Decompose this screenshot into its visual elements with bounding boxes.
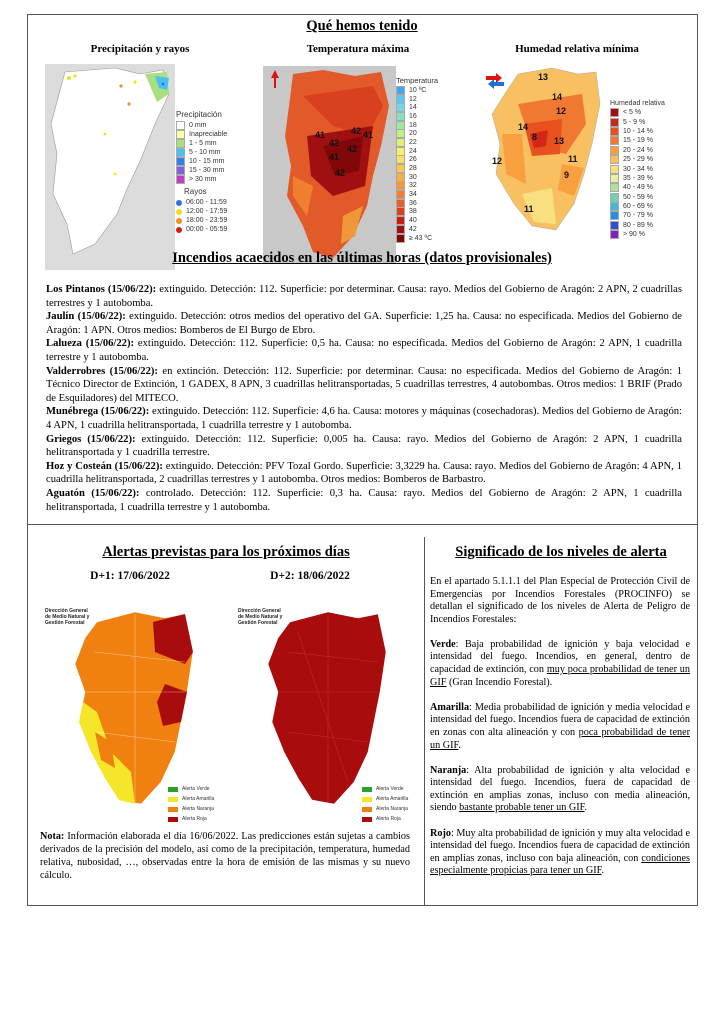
hum-map [482,64,610,236]
hum-value-label: 12 [492,156,503,166]
alert-d1-legend [168,784,214,824]
temp-legend-item-swatch [396,138,405,147]
temp-legend-item [396,190,438,199]
header-title: Qué hemos tenido [306,18,418,34]
alerts-note [40,830,410,882]
temp-value-label: 42 [329,138,340,148]
temp-legend-item [396,147,438,156]
hum-legend-item-swatch [610,127,619,136]
fire-entry [46,365,682,406]
precip-legend-item-label: 10 - 15 mm [189,158,225,165]
fire-name: Munébrega (15/06/22): [46,406,150,418]
rays-legend-item-swatch [176,227,182,233]
alert-legend-swatch [362,807,372,812]
temp-value-label: 41 [363,130,374,140]
fire-details: extinguido. Detección: 112. Superficie: 0,005 ha. Causa: rayo. Medios del Gobierno de Aragón: 2 APN, 1 cuadrilla helitransportada y 1 cuadrilla terrestre. [46,433,682,459]
fire-details: extinguido. Detección: otros medios del operativo del GA. Superficie: 1,25 ha. Causa: no especificada. Medios del Gobierno de Aragón: 1 APN. Otros medios: Bomberos de El Burgo de Ebro. [46,311,682,336]
temp-legend-item-swatch [396,216,405,225]
precip-legend [176,110,227,234]
hum-legend-item-swatch [610,136,619,145]
alert-legend-item [362,814,408,824]
fire-details: extinguido. Detección: 112. Superficie: 4,6 ha. Causa: motores y máquinas (cosechadoras). Medios del Gobierno de Aragón: 4 APN, 1 cuadrilla helitransportada, 1 cuadrilla terrestre y 1 autobomba. [46,406,682,431]
hum-legend-item [610,230,665,239]
fire-name: Griegos (15/06/22): [46,433,136,445]
hum-value-label: 12 [556,106,567,116]
temp-legend-item-swatch [396,86,405,95]
precip-legend-item-label: 0 mm [189,122,207,129]
temp-legend-item [396,225,438,234]
temp-legend-item-swatch [396,225,405,234]
hum-legend-item-label: 50 - 59 % [623,193,653,201]
precip-title: Precipitación y rayos [90,43,190,55]
precip-legend-item [176,148,227,157]
fire-entry [46,337,682,364]
alert-d2-agency: Dirección General de Medio Natural y Gestión Forestal [238,608,283,626]
alert-d1-date: D+1: 17/06/2022 [90,570,170,582]
temp-legend-item-swatch [396,199,405,208]
rays-legend-item-label: 06:00 - 11:59 [186,199,227,206]
alert-legend-label: Alerta Naranja [376,806,408,812]
temp-legend-item [396,234,438,243]
hum-legend-item [610,117,665,126]
temp-legend-item-label: 32 [409,182,417,190]
temp-legend-item-label: 14 [409,104,417,112]
precip-legend-item-swatch [176,157,185,166]
temp-legend-item-label: 36 [409,199,417,207]
temp-legend-item [396,121,438,130]
fire-entry [46,460,682,487]
temp-legend-item [396,129,438,138]
hum-value-label: 13 [554,136,565,146]
hum-legend-item-label: 25 - 29 % [623,156,653,164]
precip-map [45,64,175,270]
fire-details: extinguido. Detección: PFV Tozal Gordo. Superficie: 3,3229 ha. Causa: rayo. Medios del Gobierno de Aragón: 4 APN, 1 cuadrilla helitransportada, 2 cuadrillas terrestres y 1 autobomba. Otros medios: Bomberos de Barbastro. [46,460,682,486]
alert-legend-label: Alerta Amarilla [376,796,409,802]
precip-legend-item [176,121,227,130]
hum-legend-item-swatch [610,146,619,155]
hum-legend-item-label: 40 - 49 % [623,184,653,192]
hum-legend-item [610,108,665,117]
temp-legend-item-swatch [396,129,405,138]
alert-legend-label: Alerta Roja [376,816,401,822]
hum-legend-item-label: < 5 % [623,109,642,117]
rays-legend-item-label: 18:00 - 23:59 [186,217,228,224]
note-text: Información elaborada el día 16/06/2022. Las predicciones están sujetas a cambios derivados de la precisión del modelo, así como de la precipitación, temperatura, humedad relativa, nubosidad, …, observadas entre la hora de emisión de las mismas y su nuevo cálculo. [40,831,410,881]
alert-d2-date: D+2: 18/06/2022 [270,570,350,582]
precip-legend-item [176,130,227,139]
rays-legend-item-label: 12:00 - 17:59 [186,208,228,215]
hum-legend-item [610,174,665,183]
hum-value-label: 11 [524,204,534,214]
temp-legend-item-label: 18 [409,121,417,129]
hum-value-label: 14 [552,92,563,102]
precip-legend-item-label: 5 - 10 mm [189,149,221,156]
column-divider [424,537,425,906]
alert-legend-label: Alerta Naranja [182,806,214,812]
temp-legend-item [396,156,438,165]
temp-legend-item [396,138,438,147]
temp-legend-item-swatch [396,155,405,164]
temp-value-label: 41 [315,130,326,140]
temp-legend-item [396,216,438,225]
temp-legend-item [396,173,438,182]
fire-name: Valderrobres (15/06/22): [46,365,158,377]
hum-legend-item [610,146,665,155]
hum-value-label: 14 [518,122,529,132]
precip-legend-item [176,166,227,175]
temp-value-label: 42 [335,168,346,178]
fire-name: Jaulín (15/06/22): [46,311,126,323]
hum-legend-item [610,136,665,145]
hum-value-label: 13 [538,72,549,82]
note-label: Nota: [40,831,65,842]
temp-legend-item-label: 42 [409,225,417,233]
alert-legend-swatch [168,807,178,812]
alert-d2-legend [362,784,408,824]
temp-legend-item [396,199,438,208]
temp-legend-item-swatch [396,181,405,190]
temp-legend-item [396,103,438,112]
rays-legend-item-swatch [176,200,182,206]
temp-legend-item-label: 38 [409,208,417,216]
temp-legend-item-swatch [396,164,405,173]
temp-legend-item [396,86,438,95]
fire-details: extinguido. Detección: 112. Superficie: 0,5 ha. Causa: no especificada. Medios del Gobierno de Aragón: 2 APN, 1 cuadrilla terrestre y 1 autobomba. [46,338,682,363]
rays-legend-item [176,207,227,216]
fire-entry [46,283,682,310]
fire-details: en extinción. Detección: 112. Superficie: por determinar. Causa: no especificada. Medios del Gobierno de Aragón: 1 Técnico Director de Extinción, 1 GADEX, 8 APN, 3 cuadrillas helitransportadas, 5 cuadrillas terrestres, 4 autobombas. Otros medios: 1 BRIF (Prado de Esquiladores) del MITECO. [46,365,683,404]
level-verde: Verde: Baja probabilidad de ignición y baja velocidad e intensidad del fuego. Incendios, en general, dentro de capacidad de extinción, con muy poca probabilidad de tener un GIF (Gran Incendio Forestal). [430,638,690,688]
alert-legend-label: Alerta Roja [182,816,207,822]
hum-legend-item-label: 5 - 9 % [623,118,646,126]
alerts-title: Alertas previstas para los próximos días [102,544,350,560]
fire-name: Hoz y Costeán (15/06/22): [46,460,163,472]
hum-legend-item [610,221,665,230]
hum-legend-item [610,127,665,136]
temp-legend-item-swatch [396,112,405,121]
fires-list [46,283,682,514]
temp-legend-item [396,164,438,173]
hum-legend-item-swatch [610,118,619,127]
precip-legend-item-swatch [176,175,185,184]
temp-legend-item [396,112,438,121]
temp-value-label: 42 [347,144,358,154]
alert-legend-item [168,804,214,814]
rays-legend-item [176,225,227,234]
rays-legend-item [176,216,227,225]
hum-legend-item-swatch [610,165,619,174]
alert-legend-swatch [168,817,178,822]
hum-legend-item-label: 35 - 39 % [623,174,653,182]
temp-legend-item-label: ≥ 43 ºC [409,234,433,242]
fire-entry [46,487,682,514]
level-naranja: Naranja: Alta probabilidad de ignición y alta velocidad e intensidad del fuego. Incendios, fuera de capacidad de extinción en amplias zonas, incluso con media alineación, siendo bastante probable tener un GIF. [430,764,690,814]
temp-legend-title: Temperatura [396,76,439,85]
temp-legend-item-swatch [396,190,405,199]
temp-legend-item-swatch [396,103,405,112]
temp-legend-item-label: 24 [409,147,417,155]
fire-name: Lalueza (15/06/22): [46,338,135,350]
temp-legend-item-label: 26 [409,156,417,164]
alert-legend-label: Alerta Amarilla [182,796,215,802]
temp-map [263,66,396,264]
hum-legend-item [610,183,665,192]
hum-legend-item-label: 15 - 19 % [623,137,653,145]
temp-legend-item-swatch [396,121,405,130]
temp-legend-item-label: 10 ºC [409,86,427,94]
rays-legend-item-swatch [176,218,182,224]
temp-legend-item [396,95,438,104]
precip-legend-item-swatch [176,139,185,148]
alert-legend-item [168,784,214,794]
temp-legend-item-label: 34 [409,191,417,199]
levels-title: Significado de los niveles de alerta [455,544,667,560]
precip-legend-item-label: 1 - 5 mm [189,140,217,147]
fire-name: Aguatón (15/06/22): [46,487,140,499]
alert-legend-swatch [362,797,372,802]
temp-legend-item-swatch [396,234,405,243]
temp-title: Temperatura máxima [306,43,410,55]
precip-legend-title: Precipitación [176,110,222,119]
temp-legend-item-swatch [396,207,405,216]
precip-legend-item-label: Inapreciable [189,131,228,138]
hum-legend-item-swatch [610,155,619,164]
temp-value-label: 42 [351,126,362,136]
temp-legend-item-label: 22 [409,138,417,146]
temp-legend-item-swatch [396,147,405,156]
alert-legend-swatch [168,787,178,792]
temp-legend-item-label: 28 [409,165,417,173]
precip-legend-item [176,157,227,166]
rays-legend-title: Rayos [184,187,207,196]
hum-legend-item-swatch [610,211,619,220]
alert-legend-item [362,784,408,794]
hum-legend-item-swatch [610,202,619,211]
temp-legend-item-label: 12 [409,95,417,103]
alert-legend-label: Alerta Verde [376,786,404,792]
hum-legend-item-label: 80 - 89 % [623,221,653,229]
alert-legend-swatch [362,787,372,792]
alert-legend-item [362,804,408,814]
level-rojo: Rojo: Muy alta probabilidad de ignición y muy alta velocidad e intensidad del fuego. Incendios fuera de capacidad de extinción en amplias zonas, incluso con baja alineación, con condiciones especialmente propicias para tener un GIF. [430,827,690,877]
precip-legend-item-swatch [176,130,185,139]
rays-legend-item-swatch [176,209,182,215]
temp-legend-item-label: 30 [409,173,417,181]
temp-legend-item-label: 16 [409,112,417,120]
precip-legend-item-swatch [176,166,185,175]
alert-legend-item [362,794,408,804]
alert-legend-item [168,794,214,804]
hum-legend-item-label: 10 - 14 % [623,127,653,135]
hum-legend-item-swatch [610,221,619,230]
temp-legend-item-swatch [396,95,405,104]
precip-legend-item-swatch [176,121,185,130]
hum-legend-item-swatch [610,174,619,183]
temp-legend-item-swatch [396,173,405,182]
hum-value-label: 11 [568,154,578,164]
temp-legend [396,76,438,242]
rays-legend-item-label: 00:00 - 05:59 [186,226,228,233]
fire-name: Los Pintanos (15/06/22): [46,284,157,295]
alert-legend-swatch [168,797,178,802]
hum-legend-item-swatch [610,183,619,192]
temp-legend-item [396,182,438,191]
level-amarilla: Amarilla: Media probabilidad de ignición y media velocidad e intensidad del fuego. Incendios fuera de capacidad de extinción en zonas con alta alineación y con poca probabilidad de tener un GIF. [430,701,690,751]
hum-legend-item-swatch [610,108,619,117]
hum-legend-item [610,155,665,164]
hum-value-label: 9 [564,170,570,180]
hum-legend-item [610,164,665,173]
hum-legend-item-label: 30 - 34 % [623,165,653,173]
precip-legend-item [176,139,227,148]
temp-legend-item-label: 40 [409,217,417,225]
hum-legend-item-swatch [610,193,619,202]
alert-legend-swatch [362,817,372,822]
alert-legend-label: Alerta Verde [182,786,210,792]
levels-intro: En el apartado 5.1.1.1 del Plan Especial de Protección Civil de Emergencias por Incendios Forestales (PROCINFO) se detallan el significado de los niveles de Alerta de Peligro de Incendios Forestales: [430,576,690,625]
hum-legend-item-label: 20 - 24 % [623,146,653,154]
precip-legend-item-label: 15 - 30 mm [189,167,225,174]
hum-legend-title: Humedad relativa [610,100,665,107]
fire-entry [46,433,682,460]
alert-legend-item [168,814,214,824]
temp-legend-item-label: 20 [409,130,417,138]
fires-title: Incendios acaecidos en las últimas horas (datos provisionales) [172,250,552,266]
hum-value-label: 8 [532,132,538,142]
alert-d1-agency: Dirección General de Medio Natural y Gestión Forestal [45,608,90,626]
levels-text [430,576,690,890]
hum-legend [610,100,665,239]
hum-legend-item-label: 70 - 79 % [623,212,653,220]
hum-legend-item-label: 60 - 69 % [623,203,653,211]
hum-title: Humedad relativa mínima [515,43,639,55]
fire-entry [46,405,682,432]
hum-legend-item [610,193,665,202]
temp-legend-item [396,208,438,217]
hum-legend-item [610,202,665,211]
hum-legend-item [610,211,665,220]
fire-details: controlado. Detección: 112. Superficie: 0,3 ha. Causa: rayo. Medios del Gobierno de Aragón: 2 APN, 1 cuadrilla helitransportada, 1 cuadrilla terrestre y 1 autobomba. [46,487,682,513]
hum-legend-item-label: > 90 % [623,231,645,239]
divider [28,524,697,525]
precip-legend-item-swatch [176,148,185,157]
fire-entry [46,310,682,337]
precip-legend-item-label: > 30 mm [189,176,217,183]
hum-legend-item-swatch [610,230,619,239]
temp-value-label: 41 [329,152,340,162]
rays-legend-item [176,198,227,207]
fire-details: extinguido. Detección: 112. Superficie: por determinar. Causa: rayo. Medios del Gobierno de Aragón: 2 APN, 2 cuadrillas terrestres y 1 autobomba. [46,284,682,309]
precip-legend-item [176,175,227,184]
